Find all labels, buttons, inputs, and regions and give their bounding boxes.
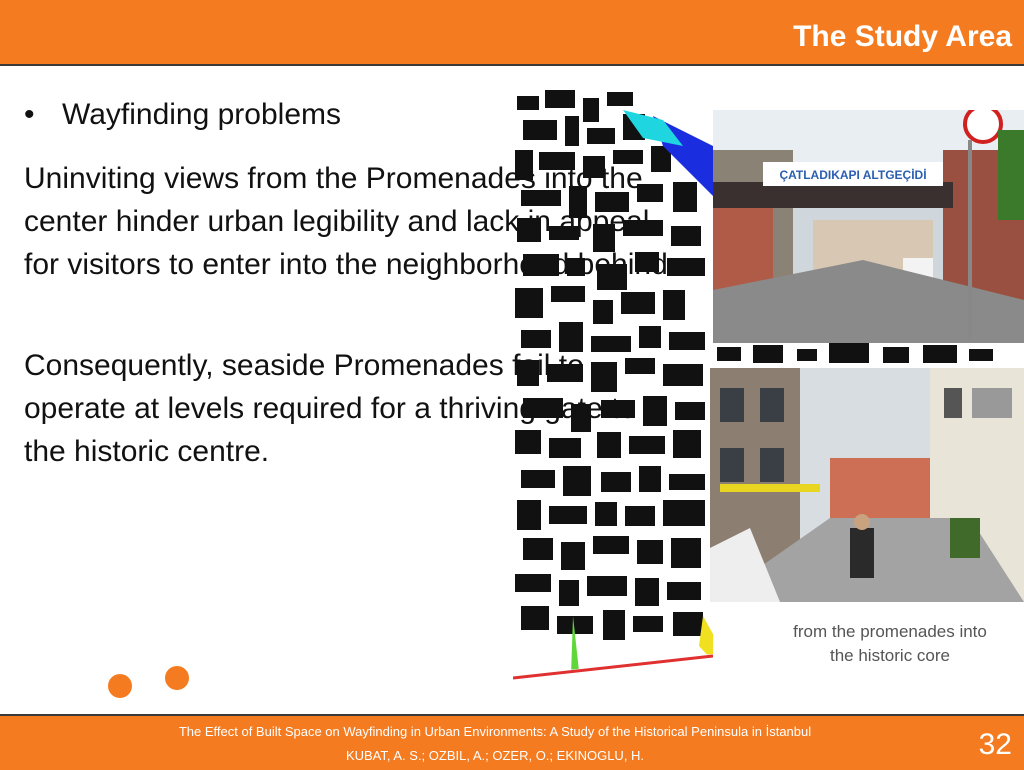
footer-title: The Effect of Built Space on Wayfinding in Urban Environments: A Study of the Historical Peninsula in İstanbul [178, 724, 812, 739]
paragraph-2: Consequently, seaside Promenades fail to operate at levels required for a thriving gate to the historic centre. [24, 349, 637, 468]
bullet-text: Wayfinding problems [62, 98, 342, 131]
street-photo [710, 368, 1024, 602]
footer-authors: KUBAT, A. S.; OZBIL, A.; OZER, O.; EKINOGLU, H. [345, 748, 645, 763]
bullet-icon: • [24, 98, 35, 131]
slide-footer [0, 714, 1024, 770]
underpass-photo [713, 110, 1024, 343]
paragraph-1: Uninviting views from the Promenades into the center hinder urban legibility and lack in appeal for visitors to enter into the neighborhood behind. [24, 162, 677, 281]
map-strip [713, 343, 1024, 368]
page-number: 32 [978, 728, 1012, 761]
caption-line-2: the historic core [830, 646, 950, 665]
slide-content [0, 66, 1024, 712]
slide-header [0, 0, 1024, 66]
decorative-dot [108, 674, 132, 698]
decorative-dot [165, 666, 189, 690]
slide-title: The Study Area [793, 20, 1012, 53]
caption-line-1: from the promenades into [793, 622, 987, 641]
photo-caption [760, 620, 1020, 668]
bullet-item [24, 98, 341, 132]
underpass-sign: ÇATLADIKAPI ALTGEÇİDİ [779, 168, 927, 182]
